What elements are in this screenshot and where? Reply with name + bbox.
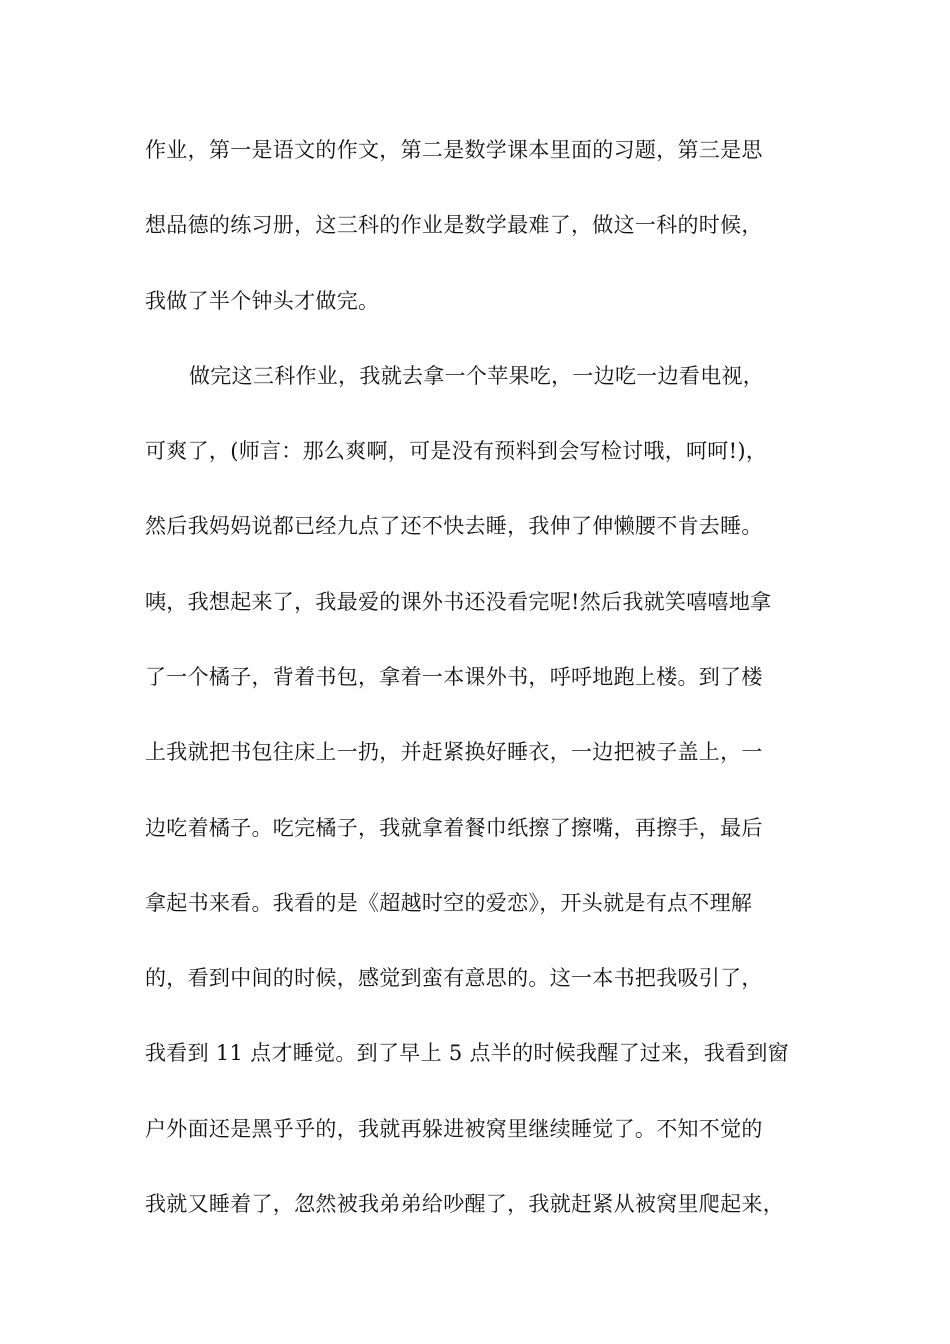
text-line: 边吃着橘子。吃完橘子，我就拿着餐巾纸擦了擦嘴，再擦手，最后 [145, 815, 763, 840]
text-line: 作业，第一是语文的作文，第二是数学课本里面的习题，第三是思 [145, 138, 763, 162]
text-line: 了一个橘子，背着书包，拿着一本课外书，呼呼地跑上楼。到了楼 [145, 664, 763, 689]
text-line: 拿起书来看。我看的是《超越时空的爱恋》，开头就是有点不理解 [145, 890, 753, 915]
text-line: 想品德的练习册，这三科的作业是数学最难了，做这一科的时候， [145, 213, 763, 238]
body-text [145, 132, 825, 1261]
text-line: 户外面还是黑乎乎的，我就再躲进被窝里继续睡觉了。不知不觉的 [145, 1116, 763, 1141]
paragraph-start-line: 做完这三科作业，我就去拿一个苹果吃，一边吃一边看电视， [189, 363, 765, 388]
text-line: 我做了半个钟头才做完。 [145, 288, 380, 313]
text-line: 我就又睡着了，忽然被我弟弟给吵醒了，我就赶紧从被窝里爬起来， [145, 1191, 784, 1216]
text-line: 上我就把书包往床上一扔，并赶紧换好睡衣，一边把被子盖上，一 [145, 740, 763, 765]
text-line: 咦，我想起来了，我最爱的课外书还没看完呢!然后我就笑嘻嘻地拿 [145, 589, 772, 614]
text-line: 的，看到中间的时候，感觉到蛮有意思的。这一本书把我吸引了， [145, 966, 763, 991]
text-line: 可爽了，(师言：那么爽啊，可是没有预料到会写检讨哦，呵呵!)， [145, 439, 768, 464]
text-line: 我看到 11 点才睡觉。到了早上 5 点半的时候我醒了过来，我看到窗 [145, 1041, 789, 1066]
text-line: 然后我妈妈说都已经九点了还不快去睡，我伸了伸懒腰不肯去睡。 [145, 514, 763, 539]
